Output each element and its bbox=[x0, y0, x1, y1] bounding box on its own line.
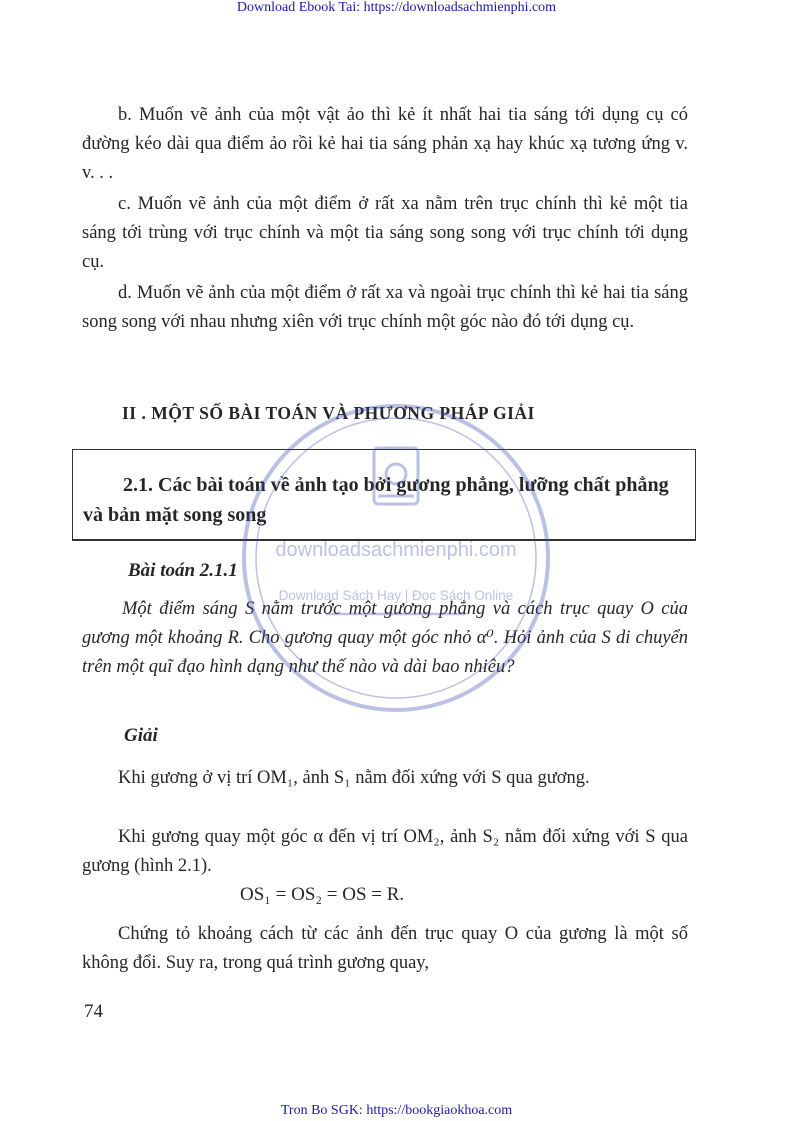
watermark-tagline-text: Download Sách Hay | Đọc Sách Online bbox=[278, 588, 514, 603]
header-download-link[interactable]: Download Ebook Tai: https://downloadsachmienphi.com bbox=[236, 0, 557, 15]
section-heading: II . MỘT SỐ BÀI TOÁN VÀ PHƯƠNG PHÁP GIẢI bbox=[122, 403, 535, 423]
boxed-title-text: 2.1. Các bài toán về ảnh tạo bởi gương phẳng, lưỡng chất phẳng và bản mặt song song bbox=[83, 474, 669, 526]
solution-paragraph-3: Chứng tỏ khoảng cách từ các ảnh đến trục quay O của gương là một số không đổi. Suy ra, trong quá trình gương quay, bbox=[82, 924, 688, 973]
watermark-site-text: downloadsachmienphi.com bbox=[275, 539, 517, 561]
paragraph-d: d. Muốn vẽ ảnh của một điểm ở rất xa và ngoài trục chính thì kẻ hai tia sáng song song với nhau nhưng xiên với trục chính một góc nào đó tới dụng cụ. bbox=[82, 283, 688, 332]
problem-title: Bài toán 2.1.1 bbox=[128, 560, 238, 581]
paragraph-b: b. Muốn vẽ ảnh của một vật ảo thì kẻ ít nhất hai tia sáng tới dụng cụ có đường kéo dài qua điểm ảo rồi kẻ hai tia sáng phản xạ hay khúc xạ tương ứng v. v. . . bbox=[82, 105, 688, 183]
boxed-section-title bbox=[72, 449, 696, 541]
solution-paragraph-1: Khi gương ở vị trí OM₁, ảnh S₁ nằm đối xứng với S qua gương. bbox=[118, 768, 590, 788]
solution-paragraph-2: Khi gương quay một góc α đến vị trí OM₂, ảnh S₂ nằm đối xứng với S qua gương (hình 2.1). bbox=[82, 827, 688, 876]
solution-title: Giải bbox=[124, 725, 158, 746]
problem-text: Một điểm sáng S nằm trước một gương phẳng và cách trục quay O của gương một khoảng R. Cho gương quay một góc nhỏ α⁰. Hỏi ảnh của S di chuyển trên một quĩ đạo hình dạng như thế nào và dài bao nhiêu? bbox=[82, 599, 688, 677]
footer-sgk-link[interactable]: Tron Bo SGK: https://bookgiaokhoa.com bbox=[280, 1103, 513, 1118]
formula: OS₁ = OS₂ = OS = R. bbox=[240, 884, 405, 905]
paragraph-c: c. Muốn vẽ ảnh của một điểm ở rất xa nằm trên trục chính thì kẻ một tia sáng tới trùng với trục chính và một tia sáng song song với trục chính tới dụng cụ. bbox=[82, 194, 688, 272]
page-number: 74 bbox=[84, 1001, 103, 1022]
